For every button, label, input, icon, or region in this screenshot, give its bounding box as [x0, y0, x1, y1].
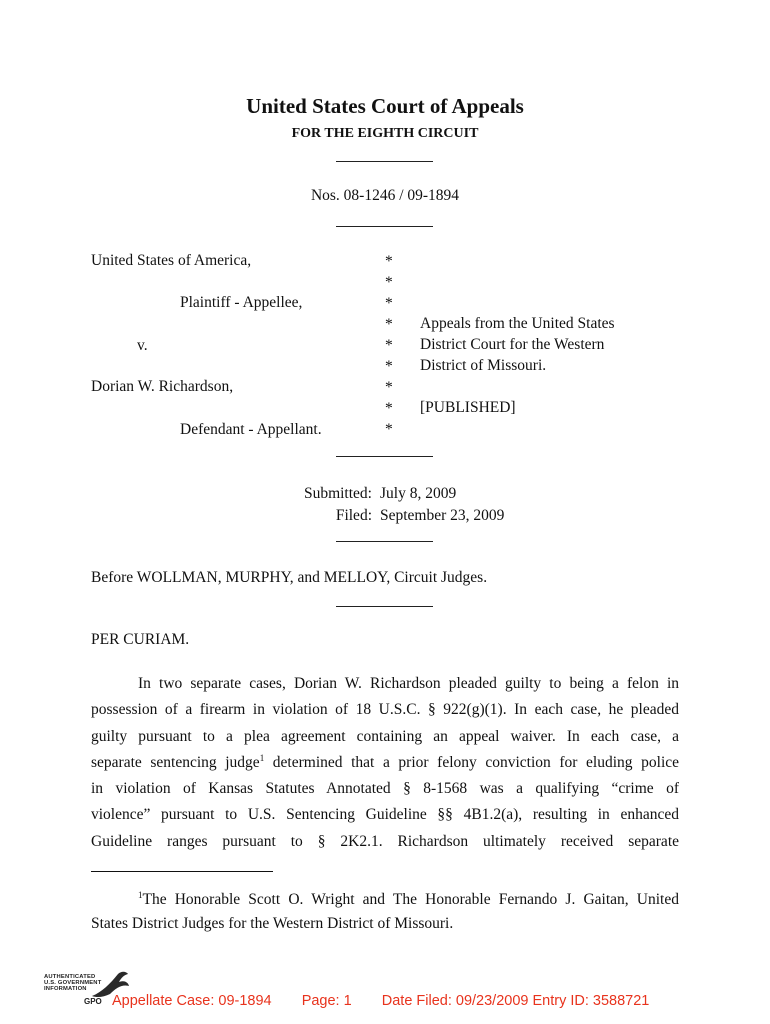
- footnote-line: $^1$The Honorable Scott O. Wright and The Honorable Fernando J. Gaitan, United: [138, 890, 679, 908]
- versus: v.: [137, 337, 148, 354]
- appeal-origin-line: Appeals from the United States: [420, 315, 615, 332]
- court-title: United States Court of Appeals: [246, 94, 524, 118]
- paragraph-line: guilty pursuant to a plea agreement containing an appeal waiver. In each case, a: [91, 727, 679, 745]
- appeal-origin-line: District of Missouri.: [420, 357, 547, 374]
- footnote-line: States District Judges for the Western District of Missouri.: [91, 915, 454, 932]
- caption-star: *: [385, 358, 393, 375]
- paragraph-line: possession of a firearm in violation of 18 U.S.C. § 922(g)(1). In each case, he pleaded: [91, 701, 679, 719]
- paragraph-line: violence” pursuant to U.S. Sentencing Guideline §§ 4B1.2(a), resulting in enhanced: [91, 806, 679, 824]
- paragraph-line-rest: determined that a prior felony conviction for eluding police: [272, 753, 679, 771]
- submitted-date: July 8, 2009: [380, 485, 457, 502]
- caption-star: *: [385, 379, 393, 396]
- panel-judges: Before WOLLMAN, MURPHY, and MELLOY, Circuit Judges.: [91, 569, 488, 586]
- filed-label: Filed:: [335, 507, 372, 524]
- footnote: [91, 888, 679, 936]
- published-tag: [PUBLISHED]: [420, 399, 516, 416]
- gpo-authenticated-logo: AUTHENTICATED U.S. GOVERNMENT INFORMATION GPO: [44, 974, 134, 1014]
- footnote-ref: 1: [259, 752, 265, 763]
- gpo-mark: GPO: [84, 997, 102, 1006]
- caption-star: *: [385, 337, 393, 354]
- divider: [336, 541, 433, 542]
- caption-star: *: [385, 295, 393, 312]
- party-defendant: Dorian W. Richardson,: [91, 378, 234, 395]
- plaintiff-role: Plaintiff - Appellee,: [180, 294, 303, 311]
- footnote-divider: [91, 871, 273, 872]
- circuit-subtitle: FOR THE EIGHTH CIRCUIT: [291, 126, 479, 141]
- paragraph-line: [91, 750, 679, 776]
- paragraph-line-prefix: separate sentencing judge: [91, 753, 260, 771]
- submitted-label: Submitted:: [303, 485, 372, 502]
- paragraph-line: in violation of Kansas Statutes Annotated § 8-1568 was a qualifying “crime of: [91, 780, 679, 798]
- divider: [336, 456, 433, 457]
- paragraph-line: Guideline ranges pursuant to § 2K2.1. Richardson ultimately received separate: [91, 832, 679, 850]
- footer-page: Page: 1: [301, 993, 352, 1009]
- paragraph-line: In two separate cases, Dorian W. Richardson pleaded guilty to being a felon in: [138, 675, 679, 692]
- footer-date-entry: Date Filed: 09/23/2009 Entry ID: 3588721: [381, 993, 650, 1009]
- caption-star: *: [385, 421, 393, 438]
- footer-case: Appellate Case: 09-1894: [112, 993, 272, 1009]
- defendant-role: Defendant - Appellant.: [180, 421, 322, 438]
- divider: [336, 161, 433, 162]
- opinion-heading: PER CURIAM.: [91, 631, 190, 648]
- caption-star: *: [385, 253, 393, 270]
- filed-date: September 23, 2009: [380, 507, 505, 524]
- caption-star: *: [385, 274, 393, 291]
- divider: [336, 226, 433, 227]
- appeal-origin-line: District Court for the Western: [420, 336, 605, 353]
- party-plaintiff: United States of America,: [91, 252, 252, 269]
- caption-star: *: [385, 316, 393, 333]
- footnote-marker: 1: [138, 890, 143, 900]
- divider: [336, 606, 433, 607]
- case-numbers: Nos. 08-1246 / 09-1894: [310, 187, 460, 204]
- opinion-paragraph: [91, 671, 679, 855]
- filing-footer: [112, 993, 649, 1009]
- caption-star: *: [385, 400, 393, 417]
